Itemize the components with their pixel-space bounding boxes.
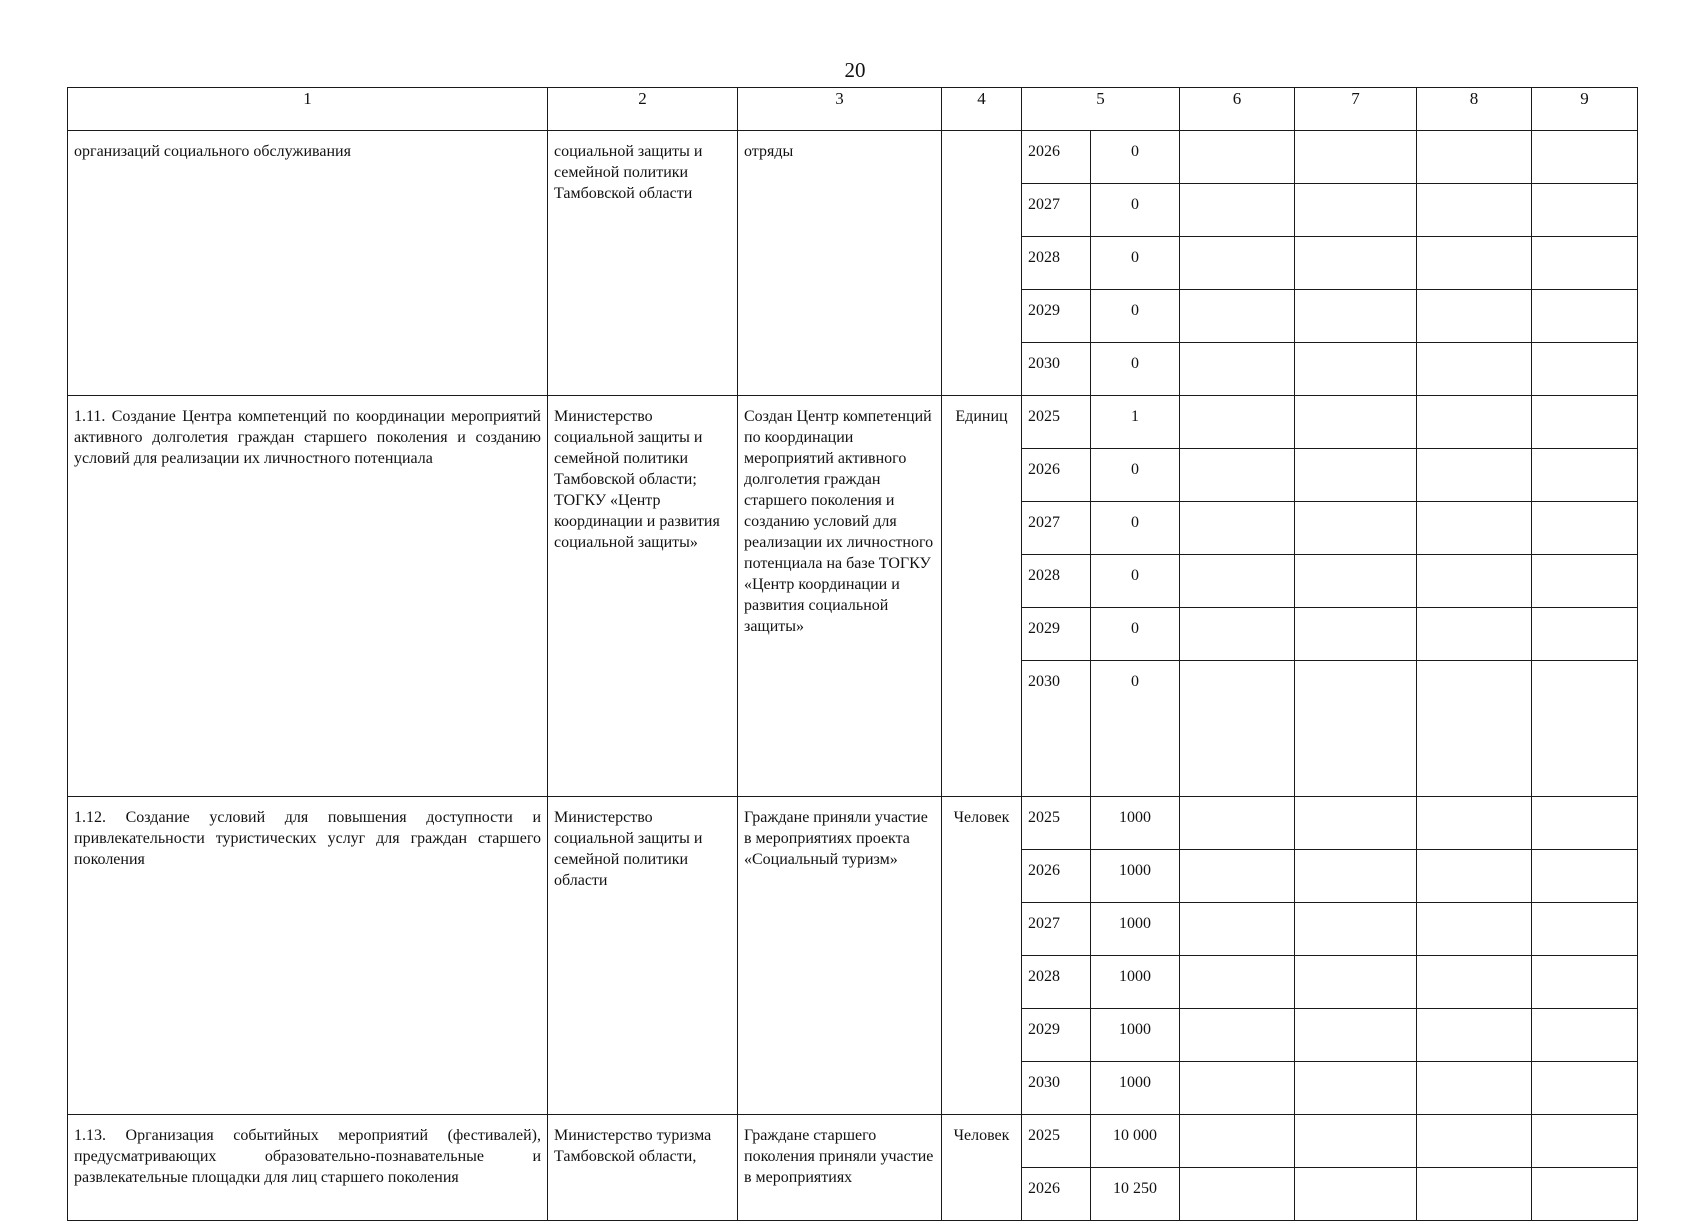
header-cell: 3 [738,88,942,131]
value-cell: 1 [1091,396,1180,449]
empty-cell [1417,396,1532,449]
year-cell: 2028 [1022,956,1091,1009]
empty-cell [1532,184,1638,237]
empty-cell [1180,343,1295,396]
empty-cell [1180,1168,1295,1221]
empty-cell [1180,184,1295,237]
table-row [68,131,1638,184]
header-cell: 1 [68,88,548,131]
empty-cell [1180,797,1295,850]
value-cell: 1000 [1091,1062,1180,1115]
empty-cell [1417,184,1532,237]
table-row [68,1115,1638,1168]
empty-cell [1180,956,1295,1009]
year-cell: 2026 [1022,1168,1091,1221]
value-cell: 0 [1091,343,1180,396]
empty-cell [1417,661,1532,797]
empty-cell [1417,343,1532,396]
year-cell: 2025 [1022,797,1091,850]
value-cell: 1000 [1091,1009,1180,1062]
value-cell: 1000 [1091,850,1180,903]
year-cell: 2030 [1022,343,1091,396]
value-cell: 0 [1091,661,1180,797]
empty-cell [1417,131,1532,184]
empty-cell [1180,850,1295,903]
year-cell: 2026 [1022,131,1091,184]
empty-cell [1532,1115,1638,1168]
empty-cell [1417,608,1532,661]
empty-cell [1417,1009,1532,1062]
empty-cell [1295,956,1417,1009]
empty-cell [1417,290,1532,343]
header-cell: 8 [1417,88,1532,131]
result-cell: Граждане приняли участие в мероприятиях проекта «Социальный туризм» [738,797,942,1115]
empty-cell [1532,903,1638,956]
empty-cell [1417,237,1532,290]
year-cell: 2027 [1022,502,1091,555]
empty-cell [1417,502,1532,555]
unit-cell [942,131,1022,396]
measure-cell: 1.13. Организация событийных мероприятий (фестивалей), предусматривающих образовательно-познавательные и развлекательные площадки для лиц старшего поколения [68,1115,548,1221]
empty-cell [1417,449,1532,502]
year-cell: 2027 [1022,184,1091,237]
empty-cell [1532,1062,1638,1115]
value-cell: 10 000 [1091,1115,1180,1168]
empty-cell [1295,1168,1417,1221]
year-cell: 2025 [1022,1115,1091,1168]
empty-cell [1532,237,1638,290]
measure-cell: 1.12. Создание условий для повышения доступности и привлекательности туристических услуг для граждан старшего поколения [68,797,548,1115]
measure-cell: 1.11. Создание Центра компетенций по координации мероприятий активного долголетия граждан старшего поколения и созданию условий для реализации их личностного потенциала [68,396,548,797]
empty-cell [1180,1115,1295,1168]
empty-cell [1295,396,1417,449]
empty-cell [1532,956,1638,1009]
empty-cell [1295,237,1417,290]
empty-cell [1417,1168,1532,1221]
value-cell: 0 [1091,237,1180,290]
empty-cell [1295,797,1417,850]
empty-cell [1295,608,1417,661]
year-cell: 2027 [1022,903,1091,956]
empty-cell [1180,502,1295,555]
header-cell: 2 [548,88,738,131]
value-cell: 10 250 [1091,1168,1180,1221]
empty-cell [1532,555,1638,608]
empty-cell [1532,608,1638,661]
unit-cell: Человек [942,1115,1022,1221]
empty-cell [1180,903,1295,956]
year-cell: 2025 [1022,396,1091,449]
empty-cell [1532,396,1638,449]
empty-cell [1180,131,1295,184]
value-cell: 0 [1091,449,1180,502]
value-cell: 1000 [1091,903,1180,956]
unit-cell: Единиц [942,396,1022,797]
value-cell: 0 [1091,502,1180,555]
empty-cell [1295,449,1417,502]
empty-cell [1532,1168,1638,1221]
empty-cell [1295,903,1417,956]
empty-cell [1295,290,1417,343]
value-cell: 0 [1091,290,1180,343]
empty-cell [1180,555,1295,608]
year-cell: 2030 [1022,1062,1091,1115]
year-cell: 2029 [1022,608,1091,661]
measure-cell: организаций социального обслуживания [68,131,548,396]
year-cell: 2030 [1022,661,1091,797]
empty-cell [1295,850,1417,903]
empty-cell [1295,661,1417,797]
empty-cell [1417,1062,1532,1115]
result-cell: отряды [738,131,942,396]
value-cell: 0 [1091,608,1180,661]
empty-cell [1417,797,1532,850]
empty-cell [1295,502,1417,555]
empty-cell [1532,449,1638,502]
year-cell: 2026 [1022,850,1091,903]
executor-cell: Министерство социальной защиты и семейной политики области [548,797,738,1115]
empty-cell [1532,797,1638,850]
header-cell: 7 [1295,88,1417,131]
value-cell: 0 [1091,131,1180,184]
header-cell: 4 [942,88,1022,131]
empty-cell [1295,184,1417,237]
measures-table [67,87,1638,1221]
header-cell: 6 [1180,88,1295,131]
empty-cell [1532,290,1638,343]
value-cell: 1000 [1091,956,1180,1009]
table-row [68,396,1638,449]
header-row [68,88,1638,131]
empty-cell [1417,555,1532,608]
empty-cell [1417,1115,1532,1168]
empty-cell [1532,502,1638,555]
year-cell: 2026 [1022,449,1091,502]
empty-cell [1532,343,1638,396]
value-cell: 1000 [1091,797,1180,850]
empty-cell [1295,131,1417,184]
empty-cell [1417,850,1532,903]
empty-cell [1295,1115,1417,1168]
executor-cell: социальной защиты и семейной политики Тамбовской области [548,131,738,396]
unit-cell: Человек [942,797,1022,1115]
table-row [68,797,1638,850]
year-cell: 2028 [1022,555,1091,608]
empty-cell [1180,396,1295,449]
header-cell: 9 [1532,88,1638,131]
page-number: 20 [844,58,866,82]
empty-cell [1295,555,1417,608]
empty-cell [1417,903,1532,956]
executor-cell: Министерство туризма Тамбовской области, [548,1115,738,1221]
empty-cell [1532,850,1638,903]
empty-cell [1532,131,1638,184]
empty-cell [1295,1009,1417,1062]
empty-cell [1295,1062,1417,1115]
empty-cell [1532,1009,1638,1062]
executor-cell: Министерство социальной защиты и семейной политики Тамбовской области; ТОГКУ «Центр координации и развития социальной защиты» [548,396,738,797]
year-cell: 2029 [1022,1009,1091,1062]
empty-cell [1180,1062,1295,1115]
header-cell: 5 [1022,88,1180,131]
empty-cell [1180,290,1295,343]
year-cell: 2029 [1022,290,1091,343]
empty-cell [1180,608,1295,661]
year-cell: 2028 [1022,237,1091,290]
empty-cell [1417,956,1532,1009]
empty-cell [1180,1009,1295,1062]
value-cell: 0 [1091,555,1180,608]
empty-cell [1532,661,1638,797]
empty-cell [1180,661,1295,797]
empty-cell [1295,343,1417,396]
empty-cell [1180,237,1295,290]
result-cell: Создан Центр компетенций по координации мероприятий активного долголетия граждан старшего поколения и созданию условий для реализации их личностного потенциала на базе ТОГКУ «Центр координации и развития социальной защиты» [738,396,942,797]
result-cell: Граждане старшего поколения приняли участие в мероприятиях [738,1115,942,1221]
empty-cell [1180,449,1295,502]
value-cell: 0 [1091,184,1180,237]
